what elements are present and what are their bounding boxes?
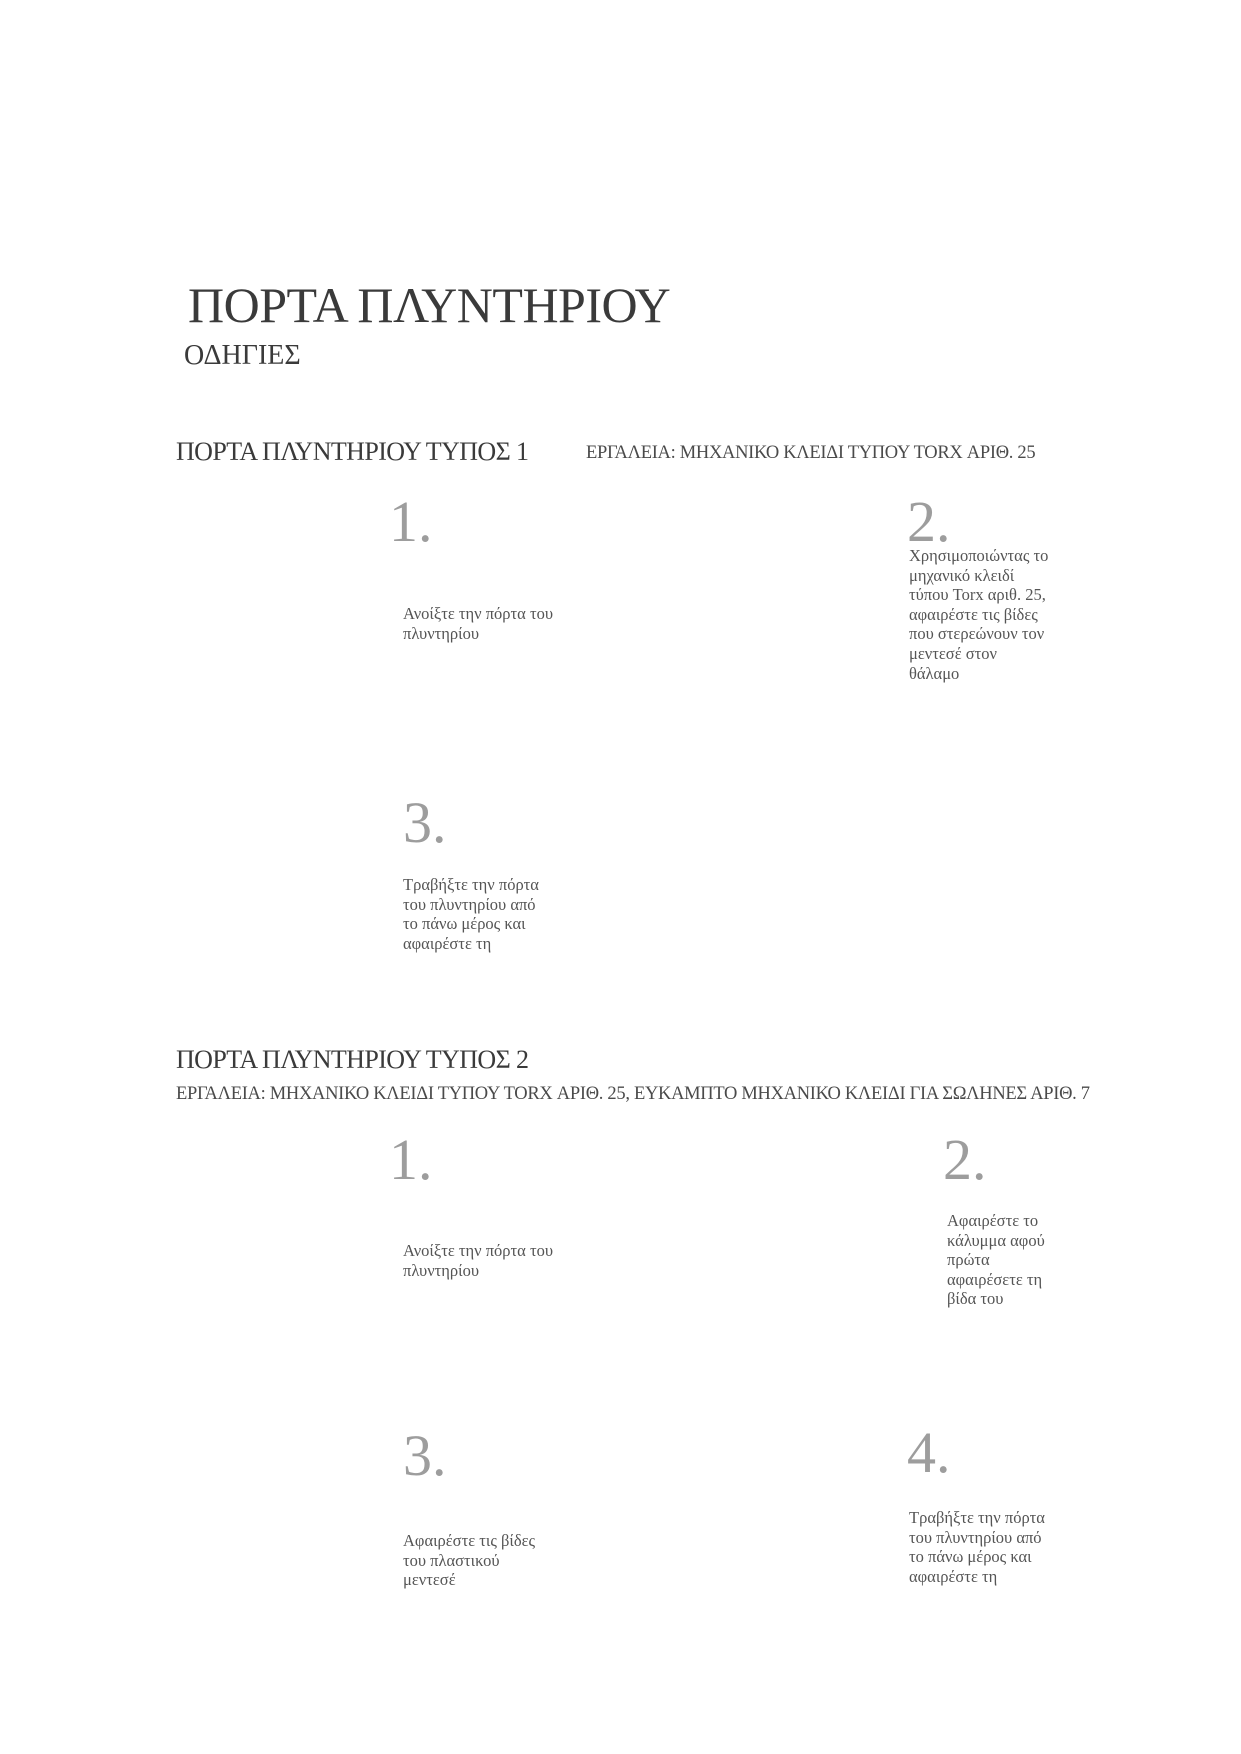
type1-heading: ΠΟΡΤΑ ΠΛΥΝΤΗΡΙΟΥ ΤΥΠΟΣ 1	[176, 437, 529, 466]
type1-step3-text: Τραβήξτε την πόρτα του πλυντηρίου από το πάνω μέρος και αφαιρέστε τη	[403, 875, 539, 953]
type2-step3-number: 3.	[403, 1423, 447, 1488]
type1-step1-number: 1.	[389, 489, 433, 554]
type2-step4-number: 4.	[907, 1420, 951, 1485]
type1-step2-text: Χρησιμοποιώντας το μηχανικό κλειδί τύπου Torx αριθ. 25, αφαιρέστε τις βίδες που στερεώνουν τον μεντεσέ στον θάλαμο	[909, 546, 1049, 683]
type1-step3-number: 3.	[403, 790, 447, 855]
type1-step2-number: 2.	[907, 489, 951, 554]
type2-step3-text: Αφαιρέστε τις βίδες του πλαστικού μεντεσέ	[403, 1531, 536, 1590]
type2-step2-number: 2.	[943, 1127, 987, 1192]
type2-tools: ΕΡΓΑΛΕΙΑ: ΜΗΧΑΝΙΚΟ ΚΛΕΙΔΙ ΤΥΠΟΥ TORX ΑΡΙΘ. 25, ΕΥΚΑΜΠΤΟ ΜΗΧΑΝΙΚΟ ΚΛΕΙΔΙ ΓΙΑ ΣΩΛΗΝΕΣ ΑΡΙΘ. 7	[176, 1084, 1090, 1104]
type1-tools: ΕΡΓΑΛΕΙΑ: ΜΗΧΑΝΙΚΟ ΚΛΕΙΔΙ ΤΥΠΟΥ TORX ΑΡΙΘ. 25	[586, 443, 1036, 463]
type2-heading: ΠΟΡΤΑ ΠΛΥΝΤΗΡΙΟΥ ΤΥΠΟΣ 2	[176, 1045, 529, 1074]
page-title: ΠΟΡΤΑ ΠΛΥΝΤΗΡΙΟΥ	[188, 277, 671, 333]
type2-step1-text: Ανοίξτε την πόρτα του πλυντηρίου	[403, 1241, 553, 1280]
type2-step1-number: 1.	[389, 1127, 433, 1192]
type1-step1-text: Ανοίξτε την πόρτα του πλυντηρίου	[403, 604, 553, 643]
type2-step4-text: Τραβήξτε την πόρτα του πλυντηρίου από το πάνω μέρος και αφαιρέστε τη	[909, 1508, 1045, 1586]
page-subtitle: ΟΔΗΓΙΕΣ	[184, 340, 301, 371]
type2-step2-text: Αφαιρέστε το κάλυμμα αφού πρώτα αφαιρέσετε τη βίδα του	[947, 1211, 1045, 1309]
